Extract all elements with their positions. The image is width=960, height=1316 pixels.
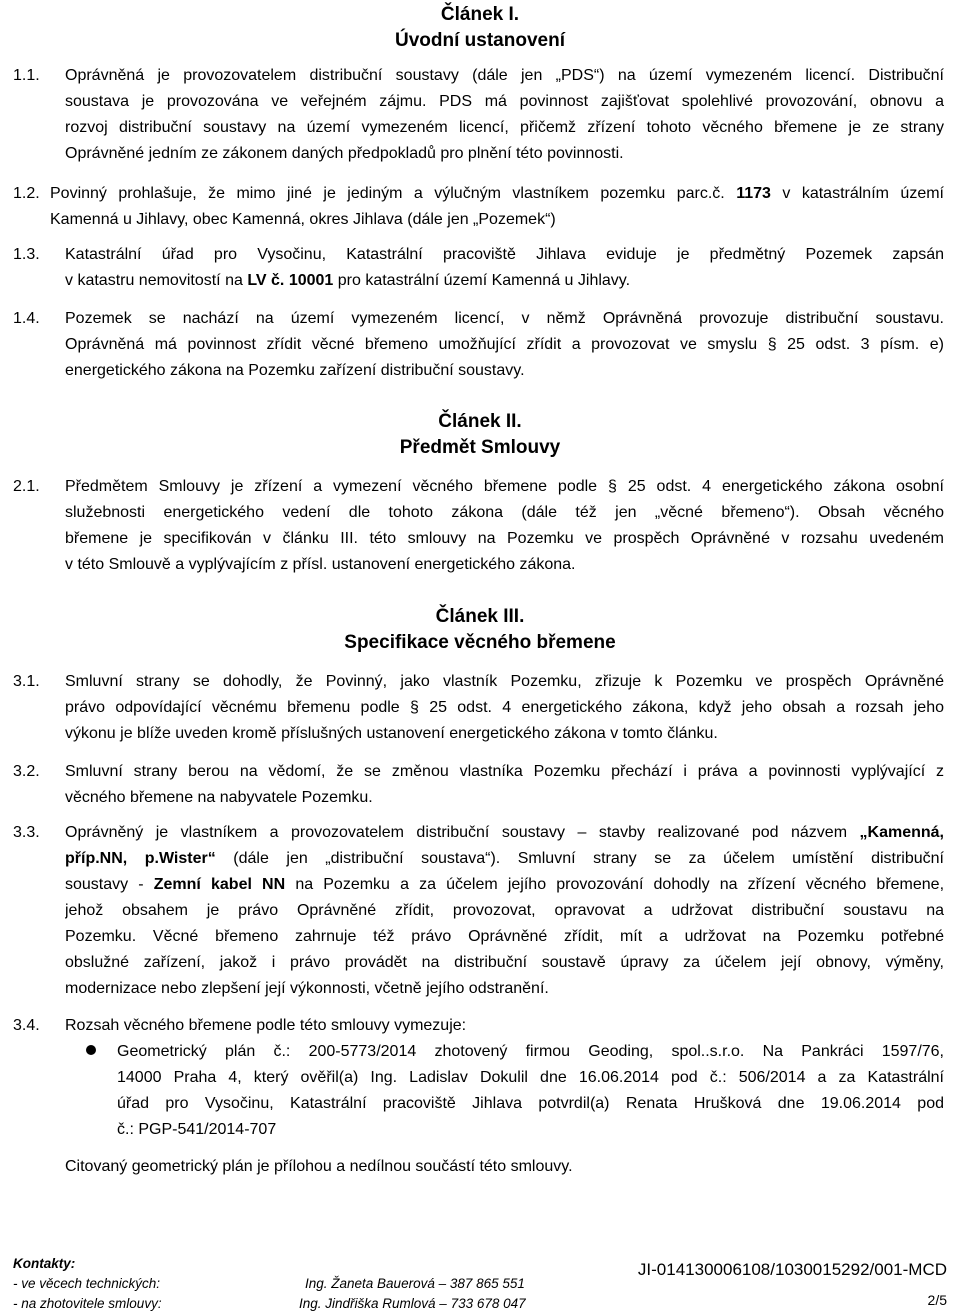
paragraph-line: břemene je specifikován v článku III. této smlouvy na Pozemku ve prospěch Oprávněné v rozsahu uvedeném	[65, 530, 944, 547]
paragraph-text: na Pozemku a za účelem jejího provozování dohodly na zřízení věcného břemene,	[295, 876, 944, 893]
paragraph-line: 14000 Praha 4, který ověřil(a) Ing. Ladislav Dokulil dne 16.06.2014 pod č.: 506/2014 a za Katastrální	[117, 1069, 944, 1086]
lv-number: 10001	[288, 272, 334, 289]
document-id: JI-014130006108/1030015292/001-MCD	[637, 1260, 947, 1279]
paragraph-text: Povinný prohlašuje, že mimo jiné je jediným a výlučným vlastníkem pozemku parc.č.	[50, 185, 725, 202]
paragraph-1-4	[65, 306, 944, 384]
paragraph-line	[65, 846, 944, 872]
project-name: příp.NN, p.Wister“	[65, 850, 216, 867]
paragraph-line: Smluvní strany berou na vědomí, že se změnou vlastníka Pozemku přechází i práva a povinnosti vyplývající z	[65, 763, 944, 780]
paragraph-2-1	[65, 474, 944, 578]
lv-label: LV č.	[247, 272, 285, 289]
paragraph-number: 1.3.	[13, 246, 40, 263]
paragraph-text: v katastrálním území	[782, 185, 944, 202]
paragraph-line	[50, 181, 944, 207]
paragraph-text: Oprávněný je vlastníkem a provozovatelem distribuční soustavy – stavby realizované pod názvem	[65, 824, 848, 841]
paragraph-line: rozvoj distribuční soustavy na území vymezeném licencí, přičemž zřízení tohoto věcného břemene je ze strany	[65, 119, 944, 136]
paragraph-line: soustava je provozována ve veřejném zájmu. PDS má povinnost zajišťovat spolehlivé provozování, obnovu a	[65, 93, 944, 110]
paragraph-text: pro katastrální území Kamenná u Jihlavy.	[337, 272, 631, 289]
paragraph-line: Rozsah věcného břemene podle této smlouvy vymezuje:	[65, 1017, 467, 1034]
paragraph-3-4-closing	[65, 1154, 944, 1180]
tech-contact-label: - ve věcech technických:	[13, 1276, 161, 1291]
paragraph-line: Pozemek se nachází na území vymezeném licencí, v němž Oprávněná provozuje distribuční soustavu.	[65, 310, 944, 327]
article-1-subtitle: Úvodní ustanovení	[395, 30, 565, 51]
cable-type: Zemní kabel NN	[153, 876, 286, 893]
paragraph-line: Oprávněné jedním ze zákonem daných předpokladů pro plnění této povinnosti.	[65, 145, 624, 162]
paragraph-line: v této Smlouvě a vyplývajícím z přísl. ustanovení energetického zákona.	[65, 556, 576, 573]
paragraph-line	[65, 268, 944, 294]
paragraph-number: 1.4.	[13, 310, 40, 327]
bullet-item	[117, 1039, 944, 1143]
paragraph-number: 2.1.	[13, 478, 40, 495]
paragraph-3-4-intro	[65, 1013, 944, 1039]
paragraph-line: energetického zákona na Pozemku zařízení distribuční soustavy.	[65, 362, 525, 379]
paragraph-line: obslužné zařízení, jakož i právo provádět na distribuční soustavě úpravy za účelem její obnovy, výměny,	[65, 954, 944, 971]
paragraph-number: 3.3.	[13, 824, 40, 841]
paragraph-line: Smluvní strany se dohodly, že Povinný, jako vlastník Pozemku, zřizuje k Pozemku ve prospěch Oprávněné	[65, 673, 944, 690]
paragraph-line: Citovaný geometrický plán je přílohou a nedílnou součástí této smlouvy.	[65, 1158, 573, 1175]
paragraph-number: 3.1.	[13, 673, 40, 690]
paragraph-text: v katastru nemovitostí na	[65, 272, 243, 289]
paragraph-line: jehož obsahem je právo Oprávněné zřídit, provozovat, opravovat a udržovat distribuční soustavu na	[65, 902, 944, 919]
paragraph-line	[65, 872, 944, 898]
tech-contact: Ing. Žaneta Bauerová – 387 865 551	[305, 1276, 525, 1291]
article-3-subtitle: Specifikace věcného břemene	[344, 632, 616, 653]
paragraph-line: Katastrální úřad pro Vysočinu, Katastrální pracoviště Jihlava eviduje je předmětný Pozemek zapsán	[65, 246, 944, 263]
paragraph-1-3	[65, 242, 944, 294]
article-2-subtitle: Předmět Smlouvy	[399, 437, 561, 458]
paragraph-line: Předmětem Smlouvy je zřízení a vymezení věcného břemene podle § 25 odst. 4 energetického zákona osobní	[65, 478, 944, 495]
paragraph-line: modernizace nebo zlepšení její výkonnosti, včetně jejího odstranění.	[65, 980, 549, 997]
paragraph-text: soustavy -	[65, 876, 144, 893]
paragraph-line: č.: PGP-541/2014-707	[117, 1121, 277, 1138]
paragraph-3-3	[65, 820, 944, 1002]
paragraph-line: věcného břemene na nabyvatele Pozemku.	[65, 789, 373, 806]
project-name: „Kamenná,	[859, 824, 944, 841]
paragraph-number: 3.2.	[13, 763, 40, 780]
paragraph-line: právo odpovídající věcnému břemenu podle § 25 odst. 4 energetického zákona, když jeho obsah a rozsah jeho	[65, 699, 944, 716]
contractor-contact-label: - na zhotovitele smlouvy:	[13, 1296, 162, 1311]
paragraph-text: (dále jen „distribuční soustava“). Smluvní strany se za účelem umístění distribuční	[233, 850, 944, 867]
contractor-contact: Ing. Jindřiška Rumlová – 733 678 047	[299, 1296, 526, 1311]
paragraph-line: Geometrický plán č.: 200-5773/2014 zhotovený firmou Geoding, spol..s.r.o. Na Pankráci 1597/76,	[117, 1043, 944, 1060]
article-1-title: Článek I.	[440, 4, 520, 25]
paragraph-number: 1.2.	[13, 185, 40, 202]
paragraph-1-1	[65, 63, 944, 167]
contacts-label: Kontakty:	[13, 1256, 76, 1271]
parcel-number: 1173	[736, 185, 771, 202]
paragraph-line: úřad pro Vysočinu, Katastrální pracoviště Jihlava potvrdil(a) Renata Hrušková dne 19.06.2014 pod	[117, 1095, 944, 1112]
paragraph-line: Pozemku. Věcné břemeno zahrnuje též právo Oprávněné zřídit, mít a udržovat na Pozemku potřebné	[65, 928, 944, 945]
paragraph-line	[65, 820, 944, 846]
page-number: 2/5	[927, 1292, 947, 1308]
paragraph-3-2	[65, 759, 944, 811]
article-3-title: Článek III.	[435, 606, 525, 627]
bullet-icon	[86, 1045, 96, 1055]
paragraph-3-1	[65, 669, 944, 747]
paragraph-line: služebnosti energetického vedení dle tohoto zákona (dále též jen „věcné břemeno“). Obsah věcného	[65, 504, 944, 521]
paragraph-line: Kamenná u Jihlavy, obec Kamenná, okres Jihlava (dále jen „Pozemek“)	[50, 211, 556, 228]
paragraph-number: 3.4.	[13, 1017, 40, 1034]
paragraph-1-2	[50, 181, 944, 233]
paragraph-number: 1.1.	[13, 67, 40, 84]
paragraph-line: Oprávněná má povinnost zřídit věcné břemeno umožňující zřídit a provozovat ve smyslu § 25 odst. 3 písm. e)	[65, 336, 944, 353]
paragraph-line: výkonu je blíže uveden kromě příslušných ustanovení energetického zákona v tomto článku.	[65, 725, 718, 742]
article-2-title: Článek II.	[438, 411, 522, 432]
paragraph-line: Oprávněná je provozovatelem distribuční soustavy (dále jen „PDS“) na území vymezeném licencí. Distribuční	[65, 67, 944, 84]
